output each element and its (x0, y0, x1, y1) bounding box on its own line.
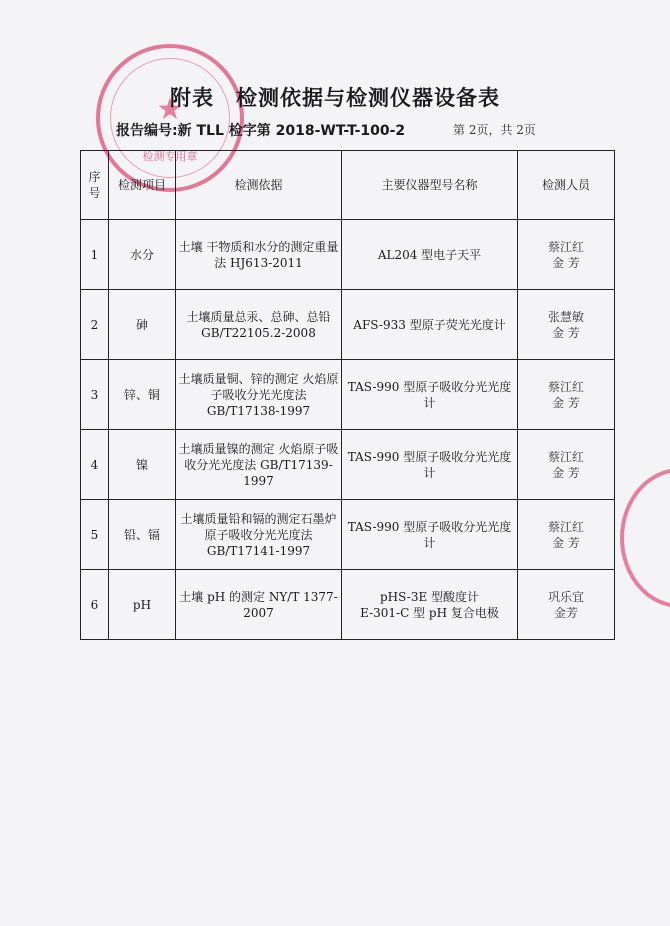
table-row (81, 500, 615, 570)
cell-item: 锌、铜 (109, 360, 176, 430)
equipment-table (80, 150, 615, 640)
header-instrument: 主要仪器型号名称 (342, 151, 518, 220)
table-header-row (81, 151, 615, 220)
cell-item: 镍 (109, 430, 176, 500)
cell-staff: 蔡江红 金 芳 (518, 500, 615, 570)
cell-item: 砷 (109, 290, 176, 360)
cell-staff: 蔡江红 金 芳 (518, 430, 615, 500)
cell-method: 土壤质量铅和镉的测定石墨炉原子吸收分光光度法GB/T17141-1997 (176, 500, 342, 570)
cell-no: 2 (81, 290, 109, 360)
cell-staff: 张慧敏 金 芳 (518, 290, 615, 360)
report-number: 报告编号:新 TLL 检字第 2018-WT-T-100-2 (116, 123, 406, 139)
cell-item: pH (109, 570, 176, 640)
header-staff: 检测人员 (518, 151, 615, 220)
cell-no: 3 (81, 360, 109, 430)
cell-instrument: AL204 型电子天平 (342, 220, 518, 290)
cell-method: 土壤质量铜、锌的测定 火焰原子吸收分光光度法 GB/T17138-1997 (176, 360, 342, 430)
table-row (81, 220, 615, 290)
cell-no: 4 (81, 430, 109, 500)
cell-method: 土壤质量总汞、总砷、总铅GB/T22105.2-2008 (176, 290, 342, 360)
cell-staff: 蔡江红 金 芳 (518, 360, 615, 430)
cell-no: 1 (81, 220, 109, 290)
cell-item: 铅、镉 (109, 500, 176, 570)
side-seal-stamp (620, 468, 670, 608)
cell-instrument: TAS-990 型原子吸收分光光度计 (342, 430, 518, 500)
seal-label: 检测专用章 (142, 150, 198, 163)
cell-staff: 巩乐宜 金芳 (518, 570, 615, 640)
title-prefix: 附表 (170, 86, 214, 110)
table-row (81, 360, 615, 430)
title-text: 检测依据与检测仪器设备表 (236, 86, 500, 110)
page-number: 第 2页，共 2页 (453, 123, 536, 137)
seal-star-icon: ★ (156, 92, 184, 127)
cell-staff: 蔡江红 金 芳 (518, 220, 615, 290)
page-title (0, 82, 670, 112)
header-method: 检测依据 (176, 151, 342, 220)
header-item: 检测项目 (109, 151, 176, 220)
cell-instrument: AFS-933 型原子荧光光度计 (342, 290, 518, 360)
cell-method: 土壤质量镍的测定 火焰原子吸收分光光度法 GB/T17139-1997 (176, 430, 342, 500)
cell-no: 6 (81, 570, 109, 640)
table-row (81, 290, 615, 360)
header-no: 序号 (81, 151, 109, 220)
cell-item: 水分 (109, 220, 176, 290)
cell-instrument: TAS-990 型原子吸收分光光度计 (342, 360, 518, 430)
cell-instrument: TAS-990 型原子吸收分光光度计 (342, 500, 518, 570)
cell-method: 土壤 干物质和水分的测定重量法 HJ613-2011 (176, 220, 342, 290)
cell-no: 5 (81, 500, 109, 570)
table-row (81, 430, 615, 500)
cell-instrument: pHS-3E 型酸度计 E-301-C 型 pH 复合电极 (342, 570, 518, 640)
table-row (81, 570, 615, 640)
cell-method: 土壤 pH 的测定 NY/T 1377-2007 (176, 570, 342, 640)
